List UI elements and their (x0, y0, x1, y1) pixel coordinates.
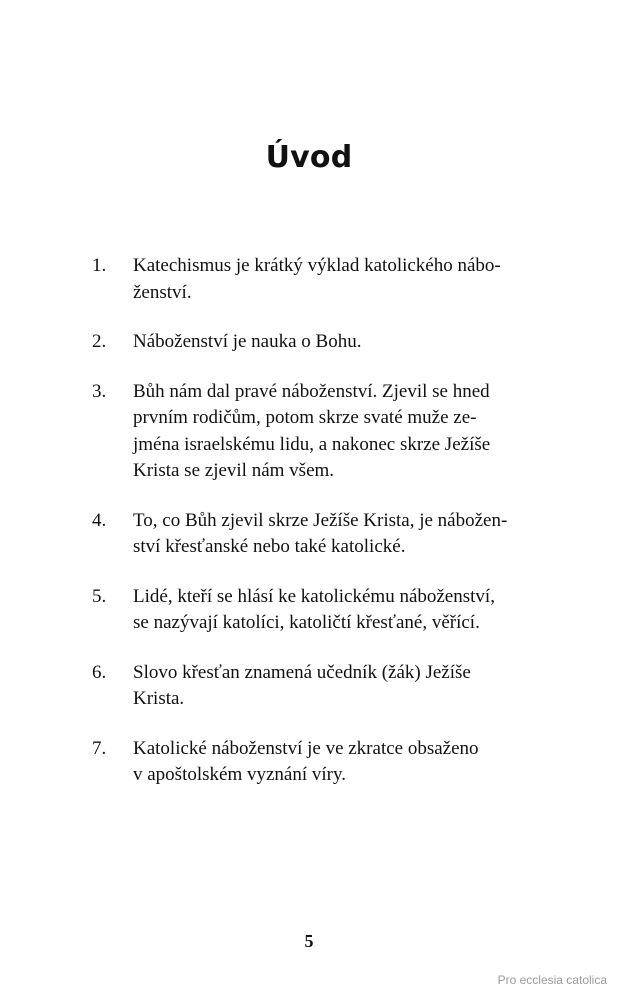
item-number: 3. (92, 380, 107, 402)
list-item (92, 253, 536, 306)
item-number: 6. (92, 661, 107, 683)
list-item (92, 508, 536, 561)
item-number: 2. (92, 331, 107, 352)
item-text: Katolické náboženství je ve zkratce obsaženo v apoštolském vyznání víry. (133, 737, 479, 785)
list-item (92, 736, 536, 789)
list-item (92, 584, 536, 637)
item-text: Bůh nám dal pravé náboženství. Zjevil se hned prvním rodičům, potom skrze svaté muže ze- jména israelskému lidu, a nakonec skrze Ježíše Krista se zjevil nám všem. (133, 380, 491, 481)
item-number: 7. (92, 737, 107, 759)
item-text: Náboženství je nauka o Bohu. (133, 331, 362, 352)
chapter-title: Úvod (265, 140, 353, 175)
watermark: Pro ecclesia catolica (497, 973, 607, 987)
item-text: Slovo křesťan znamená učedník (žák) Ježíše Krista. (133, 661, 471, 709)
item-number: 5. (92, 585, 107, 607)
list-item (92, 660, 536, 713)
numbered-list (92, 253, 536, 812)
page-number: 5 (304, 931, 314, 951)
list-item (92, 379, 536, 485)
item-text: To, co Bůh zjevil skrze Ježíše Krista, je nábožen- ství křesťanské nebo také katolické. (133, 509, 508, 557)
item-text: Katechismus je krátký výklad katolického nábo- ženství. (133, 255, 501, 303)
item-number: 4. (92, 509, 107, 531)
item-number: 1. (92, 255, 107, 276)
list-item (92, 329, 536, 356)
item-text: Lidé, kteří se hlásí ke katolickému náboženství, se nazývají katolíci, katoličtí křesťané, věřící. (133, 585, 495, 633)
